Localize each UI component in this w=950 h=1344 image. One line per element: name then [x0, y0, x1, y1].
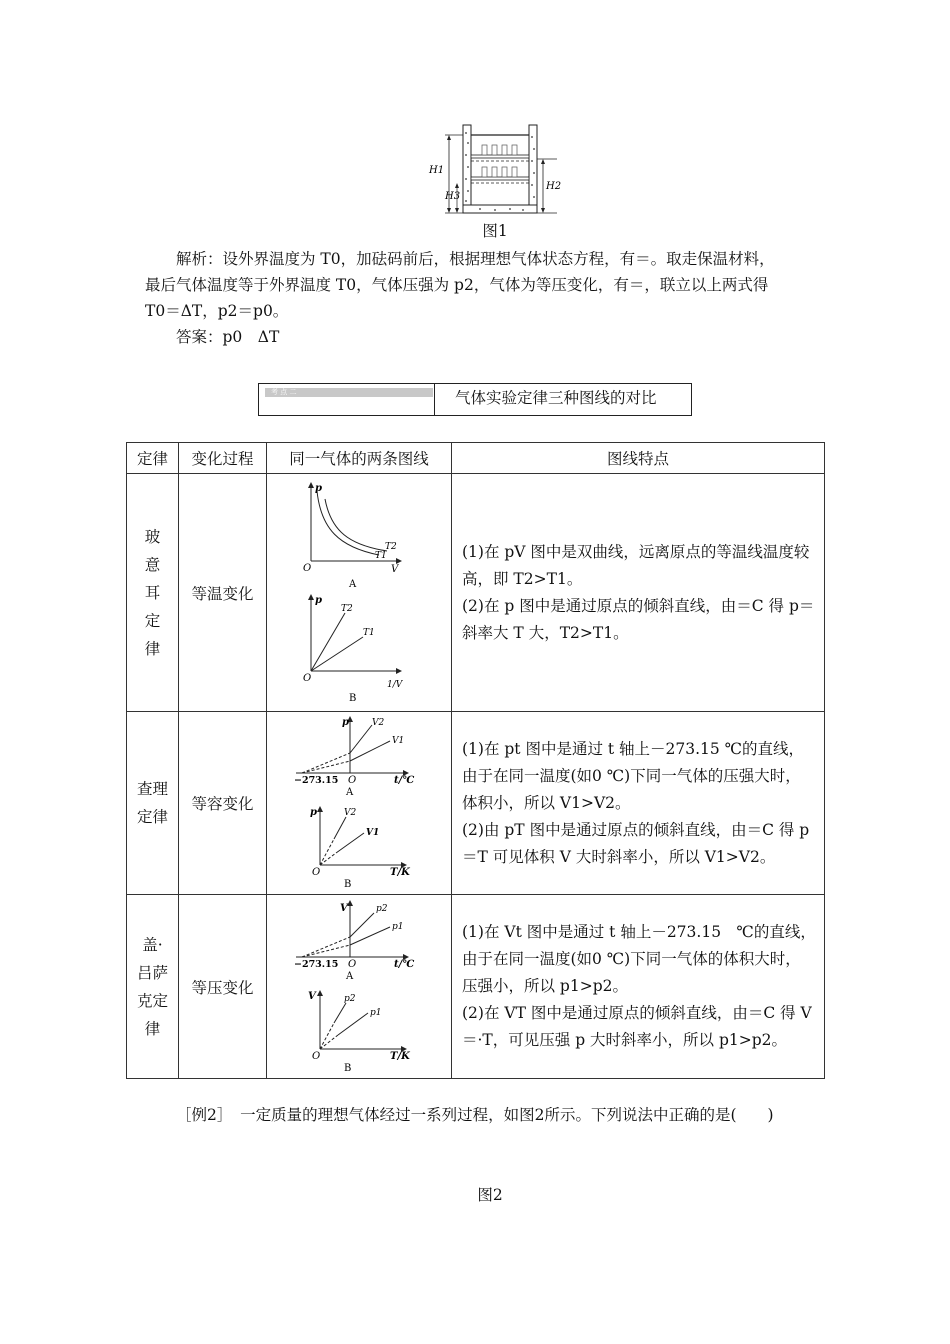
a-neg-label: −273.15 — [294, 775, 339, 786]
b-caption: B — [344, 1062, 352, 1074]
feature-item: (1)在 pt 图中是通过 t 轴上－273.15 ℃的直线，由于在同一温度(如0 ℃)下同一气体的压强大时，体积小，所以 V1>V2。 — [462, 739, 805, 812]
b-line-label-0: V2 — [344, 808, 357, 818]
a-origin-label: O — [303, 562, 312, 574]
table-row — [127, 474, 825, 712]
law-name: 玻意耳定律 — [144, 527, 161, 658]
feature-item: (2)在 p 图中是通过原点的倾斜直线，由＝C 得 p＝斜率大 T 大，T2>T1。 — [462, 596, 815, 642]
a-y-label: p — [342, 717, 349, 728]
feature-item: (2)由 pT 图中是通过原点的倾斜直线，由＝C 得 p＝T 可见体积 V 大时斜率小，所以 V1>V2。 — [462, 820, 810, 866]
a-line-label-0: p2 — [376, 903, 388, 914]
solution-paragraph — [145, 246, 825, 350]
law-name: 盖·吕萨克定律 — [136, 935, 168, 1038]
feature-item: (1)在 Vt 图中是通过 t 轴上－273.15 ℃的直线，由于在同一温度(如0 ℃)下同一气体的体积大时，压强小，所以 p1>p2。 — [462, 923, 816, 995]
table-row — [127, 712, 825, 895]
b-y-label: p — [310, 807, 317, 818]
charles-graphs — [294, 715, 424, 891]
h2-label: H2 — [546, 181, 562, 192]
figure-1 — [425, 123, 565, 218]
law-cell — [127, 474, 179, 712]
figure-1-caption: 图1 — [482, 222, 508, 240]
header-features: 图线特点 — [452, 443, 825, 474]
b-y-label: p — [315, 594, 322, 606]
graph-cell — [267, 712, 452, 895]
process-cell: 等压变化 — [179, 895, 267, 1079]
graph-cell — [267, 895, 452, 1079]
features-cell — [452, 474, 825, 712]
b-origin-label: O — [312, 867, 321, 878]
a-y-label: p — [315, 482, 322, 494]
figure-2-caption: 图2 — [477, 1186, 503, 1204]
h1-label: H1 — [429, 165, 445, 176]
a-caption: A — [349, 578, 357, 590]
a-y-label: V — [340, 902, 348, 914]
process-cell: 等容变化 — [179, 712, 267, 895]
a-curve-label-0: T2 — [385, 541, 397, 552]
a-origin-label: O — [348, 958, 357, 970]
a-origin-label: O — [348, 775, 357, 786]
gay-lussac-graphs — [294, 899, 424, 1075]
law-cell — [127, 895, 179, 1079]
b-line-label-0: p2 — [344, 993, 356, 1004]
b-x-label: T/K — [390, 867, 410, 878]
process-cell: 等温变化 — [179, 474, 267, 712]
b-caption: B — [344, 879, 352, 890]
features-cell — [452, 712, 825, 895]
feature-item: (1)在 pV 图中是双曲线，远离原点的等温线温度较高，即 T2>T1。 — [462, 542, 810, 588]
a-caption: A — [346, 787, 354, 798]
a-x-label: V — [391, 563, 399, 575]
law-name: 查理定律 — [136, 780, 168, 826]
b-x-label: T/K — [390, 1050, 410, 1062]
section-tag-text: 考 点 二 — [271, 388, 297, 396]
a-curve-label-1: T1 — [375, 550, 387, 561]
header-process: 变化过程 — [179, 443, 267, 474]
b-y-label: V — [308, 990, 316, 1002]
example-2-text: ［例2］ 一定质量的理想气体经过一系列过程，如图2所示。下列说法中正确的是( ) — [176, 1106, 774, 1124]
b-origin-label: O — [312, 1050, 321, 1062]
a-line-label-1: p1 — [392, 921, 404, 932]
solution-line-2: 最后气体温度等于外界温度 T0，气体压强为 p2，气体为等压变化，有＝，联立以上两式得 — [145, 276, 769, 294]
gas-law-table — [126, 442, 825, 1079]
law-cell — [127, 712, 179, 895]
b-line-label-1: T1 — [363, 627, 375, 638]
header-graphs: 同一气体的两条图线 — [267, 443, 452, 474]
h3-label: H3 — [445, 191, 461, 202]
b-x-label: 1/V — [387, 679, 403, 690]
boyle-graphs — [299, 479, 419, 707]
b-line-label-1: V1 — [366, 828, 380, 838]
a-line-label-0: V2 — [372, 718, 385, 728]
a-x-label: t/℃ — [394, 775, 415, 786]
a-line-label-1: V1 — [392, 736, 405, 746]
example-2-paragraph — [145, 1102, 825, 1128]
a-neg-label: −273.15 — [294, 958, 339, 970]
a-x-label: t/℃ — [394, 958, 415, 970]
section-tag — [265, 388, 433, 397]
a-caption: A — [346, 970, 354, 982]
header-law: 定律 — [127, 443, 179, 474]
b-line-label-1: p1 — [370, 1007, 382, 1018]
b-line-label-0: T2 — [341, 603, 353, 614]
feature-item: (2)在 VT 图中是通过原点的倾斜直线，由＝C 得 V＝·T，可见压强 p 大时斜率小，所以 p1>p2。 — [462, 1004, 812, 1049]
section-header — [258, 383, 692, 416]
graph-cell — [267, 474, 452, 712]
solution-line-1: 解析：设外界温度为 T0，加砝码前后，根据理想气体状态方程，有＝。取走保温材料， — [176, 250, 775, 268]
section-title: 气体实验定律三种图线的对比 — [455, 389, 657, 407]
answer-line: 答案：p0 ΔT — [176, 328, 280, 346]
b-caption: B — [349, 692, 357, 704]
features-cell — [452, 895, 825, 1079]
b-origin-label: O — [303, 672, 312, 684]
table-row — [127, 895, 825, 1079]
table-header-row — [127, 443, 825, 474]
solution-line-3: T0＝ΔT，p2＝p0。 — [145, 302, 289, 320]
section-divider — [434, 384, 435, 415]
